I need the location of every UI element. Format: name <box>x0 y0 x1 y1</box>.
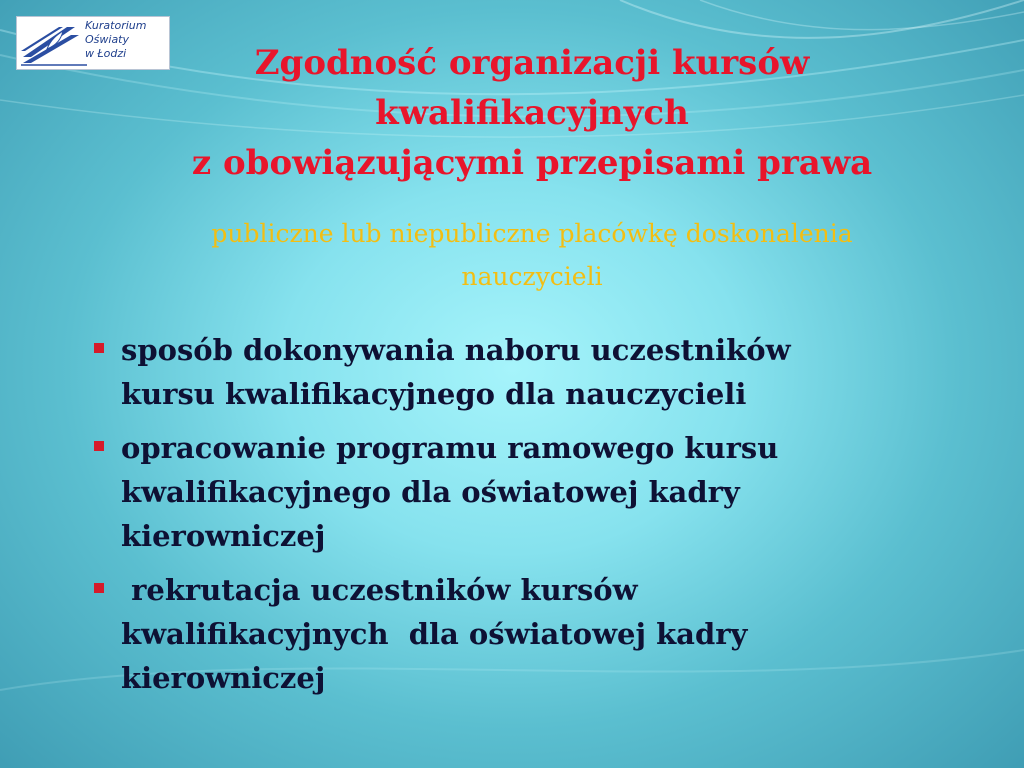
logo-line: Oświaty <box>85 33 130 46</box>
logo-emblem-icon <box>17 17 87 69</box>
bullet-item <box>90 328 950 416</box>
bullet-line: kwalifikacyjnego dla oświatowej kadry <box>121 475 740 509</box>
bullet-line: rekrutacja uczestników kursów <box>121 573 638 607</box>
title-line: z obowiązującymi przepisami prawa <box>191 143 873 183</box>
bullet-item <box>90 426 950 558</box>
bullet-line: opracowanie programu ramowego kursu <box>121 431 779 465</box>
bullet-item <box>90 568 950 700</box>
bullet-line: kwalifikacyjnych dla oświatowej kadry <box>121 617 748 651</box>
bullet-line: kierowniczej <box>121 519 326 553</box>
logo-line: w Łodzi <box>85 47 127 60</box>
bullet-line: kierowniczej <box>121 661 326 695</box>
square-bullet-icon <box>94 343 104 353</box>
bullet-line: sposób dokonywania naboru uczestników <box>121 333 791 367</box>
square-bullet-icon <box>94 583 104 593</box>
title-line: Zgodność organizacji kursów <box>254 43 810 83</box>
slide-subtitle <box>100 212 964 298</box>
slide-title <box>110 38 954 188</box>
bullet-list <box>90 328 950 710</box>
bullet-line: kursu kwalifikacyjnego dla nauczycieli <box>121 377 747 411</box>
title-line: kwalifikacyjnych <box>375 93 689 133</box>
subtitle-line: nauczycieli <box>461 262 603 291</box>
subtitle-line: publiczne lub niepubliczne placówkę doskonalenia <box>211 219 853 248</box>
logo-line: Kuratorium <box>85 19 147 32</box>
square-bullet-icon <box>94 441 104 451</box>
